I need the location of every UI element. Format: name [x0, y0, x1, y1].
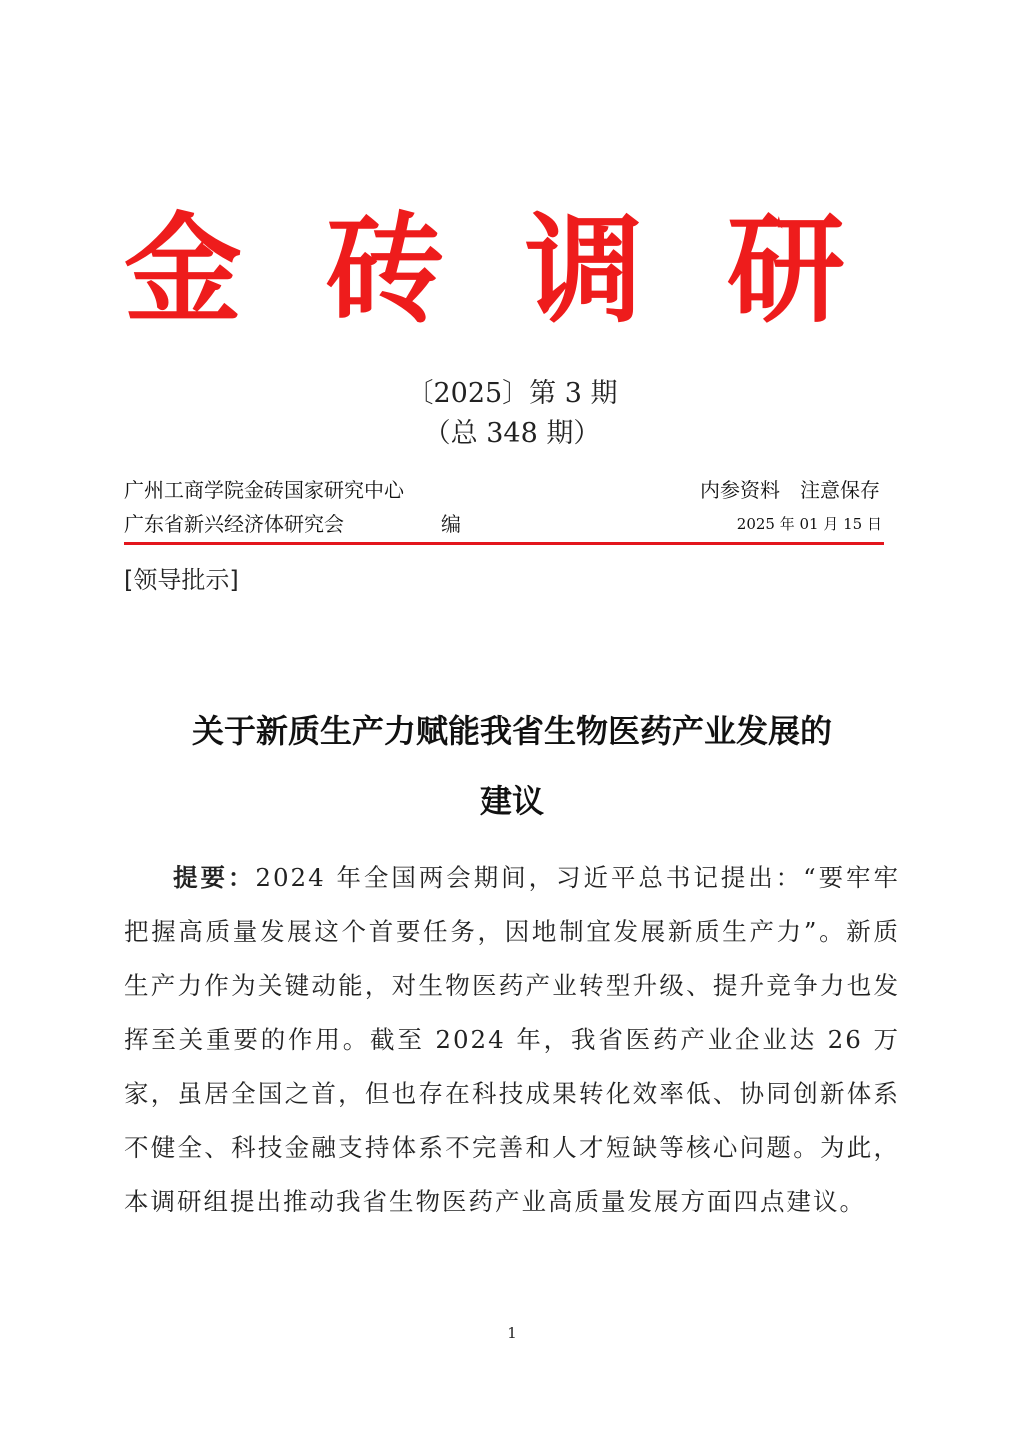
publisher-org-1: 广州工商学院金砖国家研究中心 [124, 478, 404, 502]
article-title-line-2: 建议 [479, 782, 544, 820]
leader-instruction-tag: [领导批示] [124, 566, 239, 594]
edit-label: 编 [441, 512, 461, 536]
masthead-char-4: 研 [727, 201, 846, 339]
masthead [0, 201, 1024, 339]
issue-number: 〔2025〕第 3 期 [406, 378, 618, 409]
masthead-char-3: 调 [525, 201, 644, 339]
publisher-org-2: 广东省新兴经济体研究会 [124, 512, 344, 536]
abstract-label: 提要： [173, 863, 256, 892]
abstract-paragraph [124, 851, 900, 1229]
classification-label: 内参资料 注意保存 [700, 478, 880, 502]
article-title-line-1: 关于新质生产力赋能我省生物医药产业发展的 [191, 712, 832, 750]
page-number: 1 [507, 1324, 517, 1342]
header-divider [124, 542, 884, 545]
masthead-char-1: 金 [124, 201, 243, 339]
abstract-text: 2024 年全国两会期间，习近平总书记提出：“要牢牢把握高质量发展这个首要任务，因地制宜发展新质生产力”。新质生产力作为关键动能，对生物医药产业转型升级、提升竞争力也发挥至关重要的作用。截至 2024 年，我省医药产业企业达 26 万家，虽居全国之首，但也存在科技成果转化效率低、协同创新体系不健全、科技金融支持体系不完善和人才短缺等核心问题。为此，本调研组提出推动我省生物医药产业高质量发展方面四点建议。 [124, 863, 900, 1216]
masthead-char-2: 砖 [326, 201, 445, 339]
issue-total: （总 348 期） [423, 418, 601, 449]
publish-date: 2025 年 01 月 15 日 [736, 515, 882, 533]
